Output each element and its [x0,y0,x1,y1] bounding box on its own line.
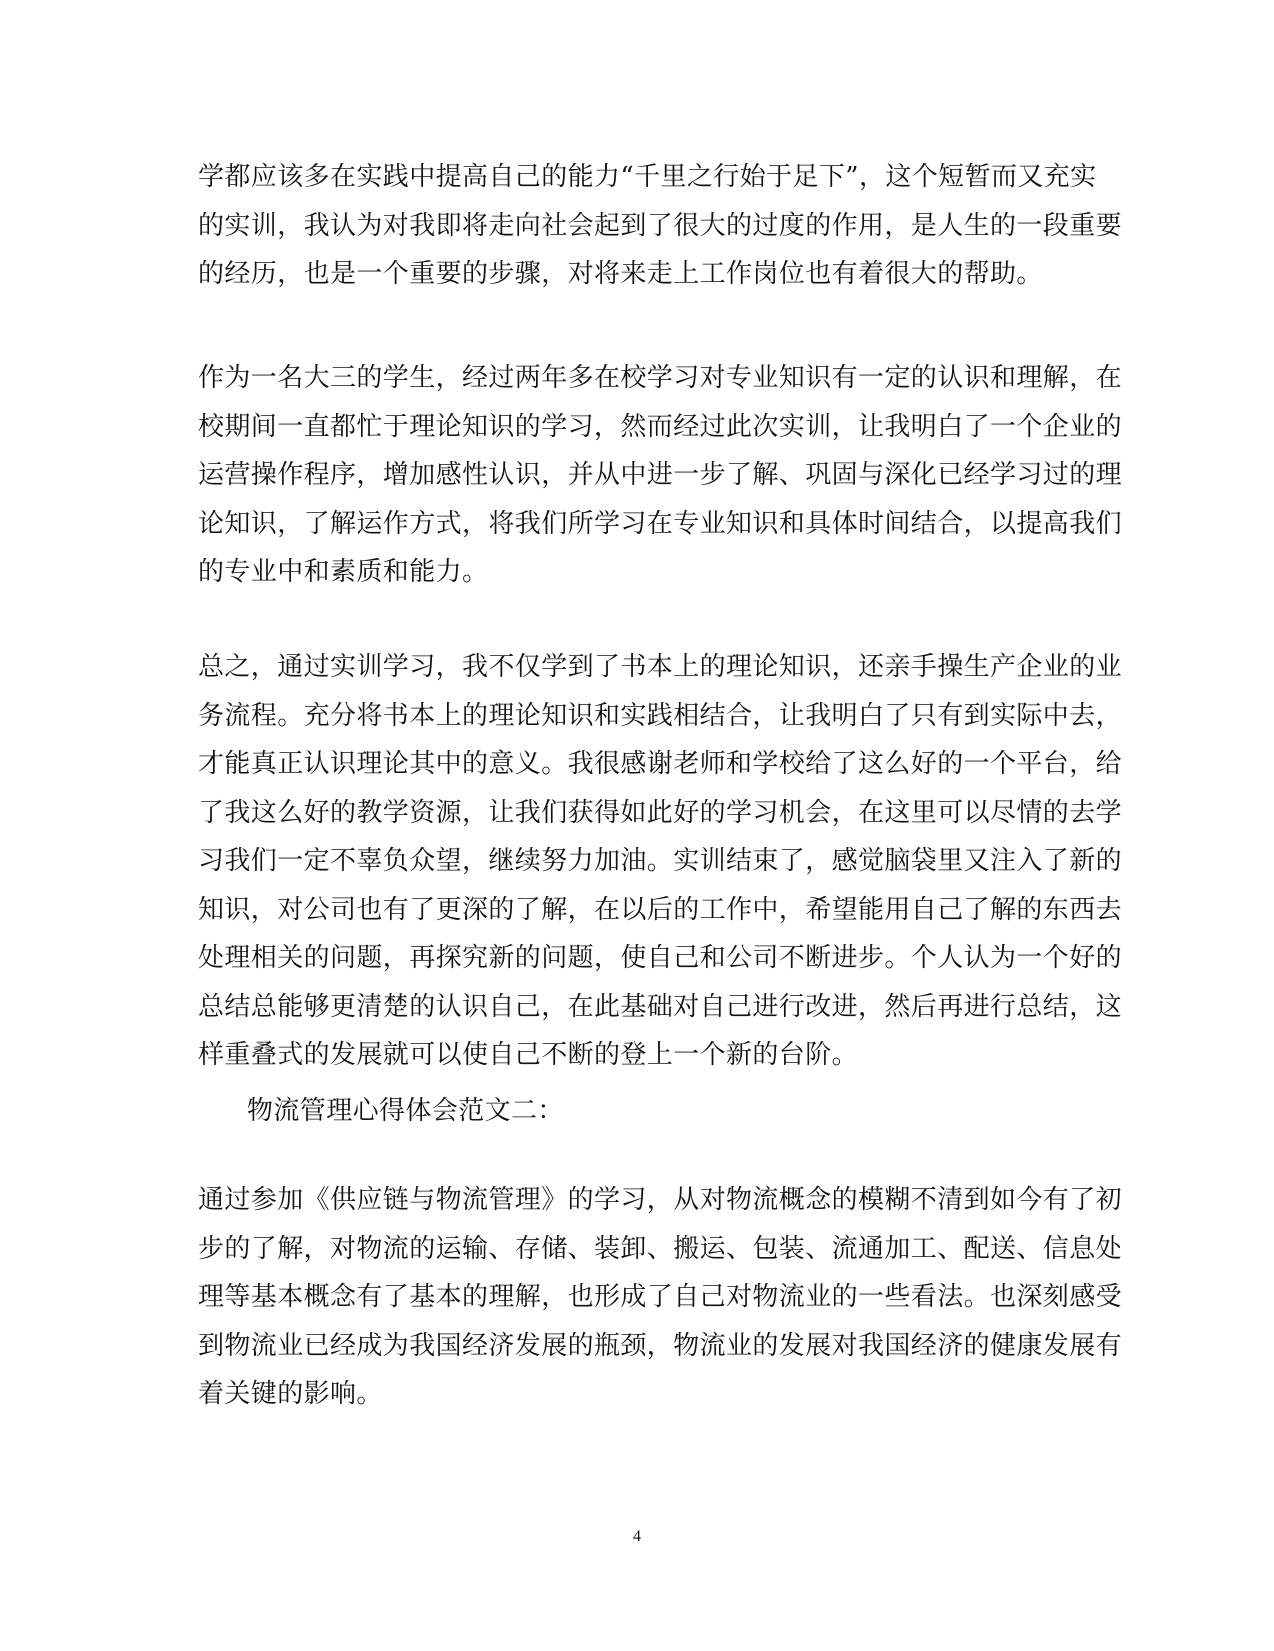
paragraph-line: 校期间一直都忙于理论知识的学习，然而经过此次实训，让我明白了一个企业的 [198,411,1123,442]
paragraph-line: 总之，通过实训学习，我不仅学到了书本上的理论知识，还亲手操生产企业的业 [198,652,1123,682]
paragraph-line: 通过参加《供应链与物流管理》的学习，从对物流概念的模糊不清到如今有了初 [198,1185,1123,1215]
page-number: 4 [633,1528,641,1545]
paragraph-1 [198,153,1123,299]
paragraph-line: 总结总能够更清楚的认识自己，在此基础对自己进行改进，然后再进行总结，这 [198,991,1123,1022]
paragraph-line: 步的了解，对物流的运输、存储、装卸、搬运、包装、流通加工、配送、信息处 [198,1233,1123,1264]
paragraph-line: 理等基本概念有了基本的理解，也形成了自己对物流业的一些看法。也深刻感受 [198,1282,1123,1312]
paragraph-line: 处理相关的问题，再探究新的问题，使自己和公司不断进步。个人认为一个好的 [198,943,1123,973]
paragraph-line: 作为一名大三的学生，经过两年多在校学习对专业知识有一定的认识和理解，在 [198,363,1123,393]
paragraph-line: 论知识，了解运作方式，将我们所学习在专业知识和具体时间结合，以提高我们 [198,508,1123,539]
paragraph-line: 知识，对公司也有了更深的了解，在以后的工作中，希望能用自己了解的东西去 [198,894,1123,925]
paragraph-line: 的经历，也是一个重要的步骤，对将来走上工作岗位也有着很大的帮助。 [198,259,1043,289]
paragraph-line: 运营操作程序，增加感性认识，并从中进一步了解、巩固与深化已经学习过的理 [198,460,1123,490]
paragraph-line: 学都应该多在实践中提高自己的能力“千里之行始于足下”，这个短暂而又充实 [198,162,1097,192]
paragraph-2 [198,354,1123,597]
paragraph-line: 到物流业已经成为我国经济发展的瓶颈，物流业的发展对我国经济的健康发展有 [198,1330,1123,1361]
paragraph-line: 样重叠式的发展就可以使自己不断的登上一个新的台阶。 [198,1040,859,1070]
paragraph-line: 着关键的影响。 [198,1379,383,1409]
paragraph-3 [198,643,1123,1080]
paragraph-line: 才能真正认识理论其中的意义。我很感谢老师和学校给了这么好的一个平台，给 [198,749,1123,779]
paragraph-line: 务流程。充分将书本上的理论知识和实践相结合，让我明白了只有到实际中去， [198,700,1123,731]
paragraph-4 [198,1176,1123,1419]
paragraph-line: 了我这么好的教学资源，让我们获得如此好的学习机会，在这里可以尽情的去学 [198,797,1123,828]
paragraph-line: 的专业中和素质和能力。 [198,557,489,587]
paragraph-line: 的实训，我认为对我即将走向社会起到了很大的过度的作用，是人生的一段重要 [198,210,1123,241]
paragraph-line: 习我们一定不辜负众望，继续努力加油。实训结束了，感觉脑袋里又注入了新的 [198,846,1123,876]
section-heading: 物流管理心得体会范文二： [247,1096,564,1126]
